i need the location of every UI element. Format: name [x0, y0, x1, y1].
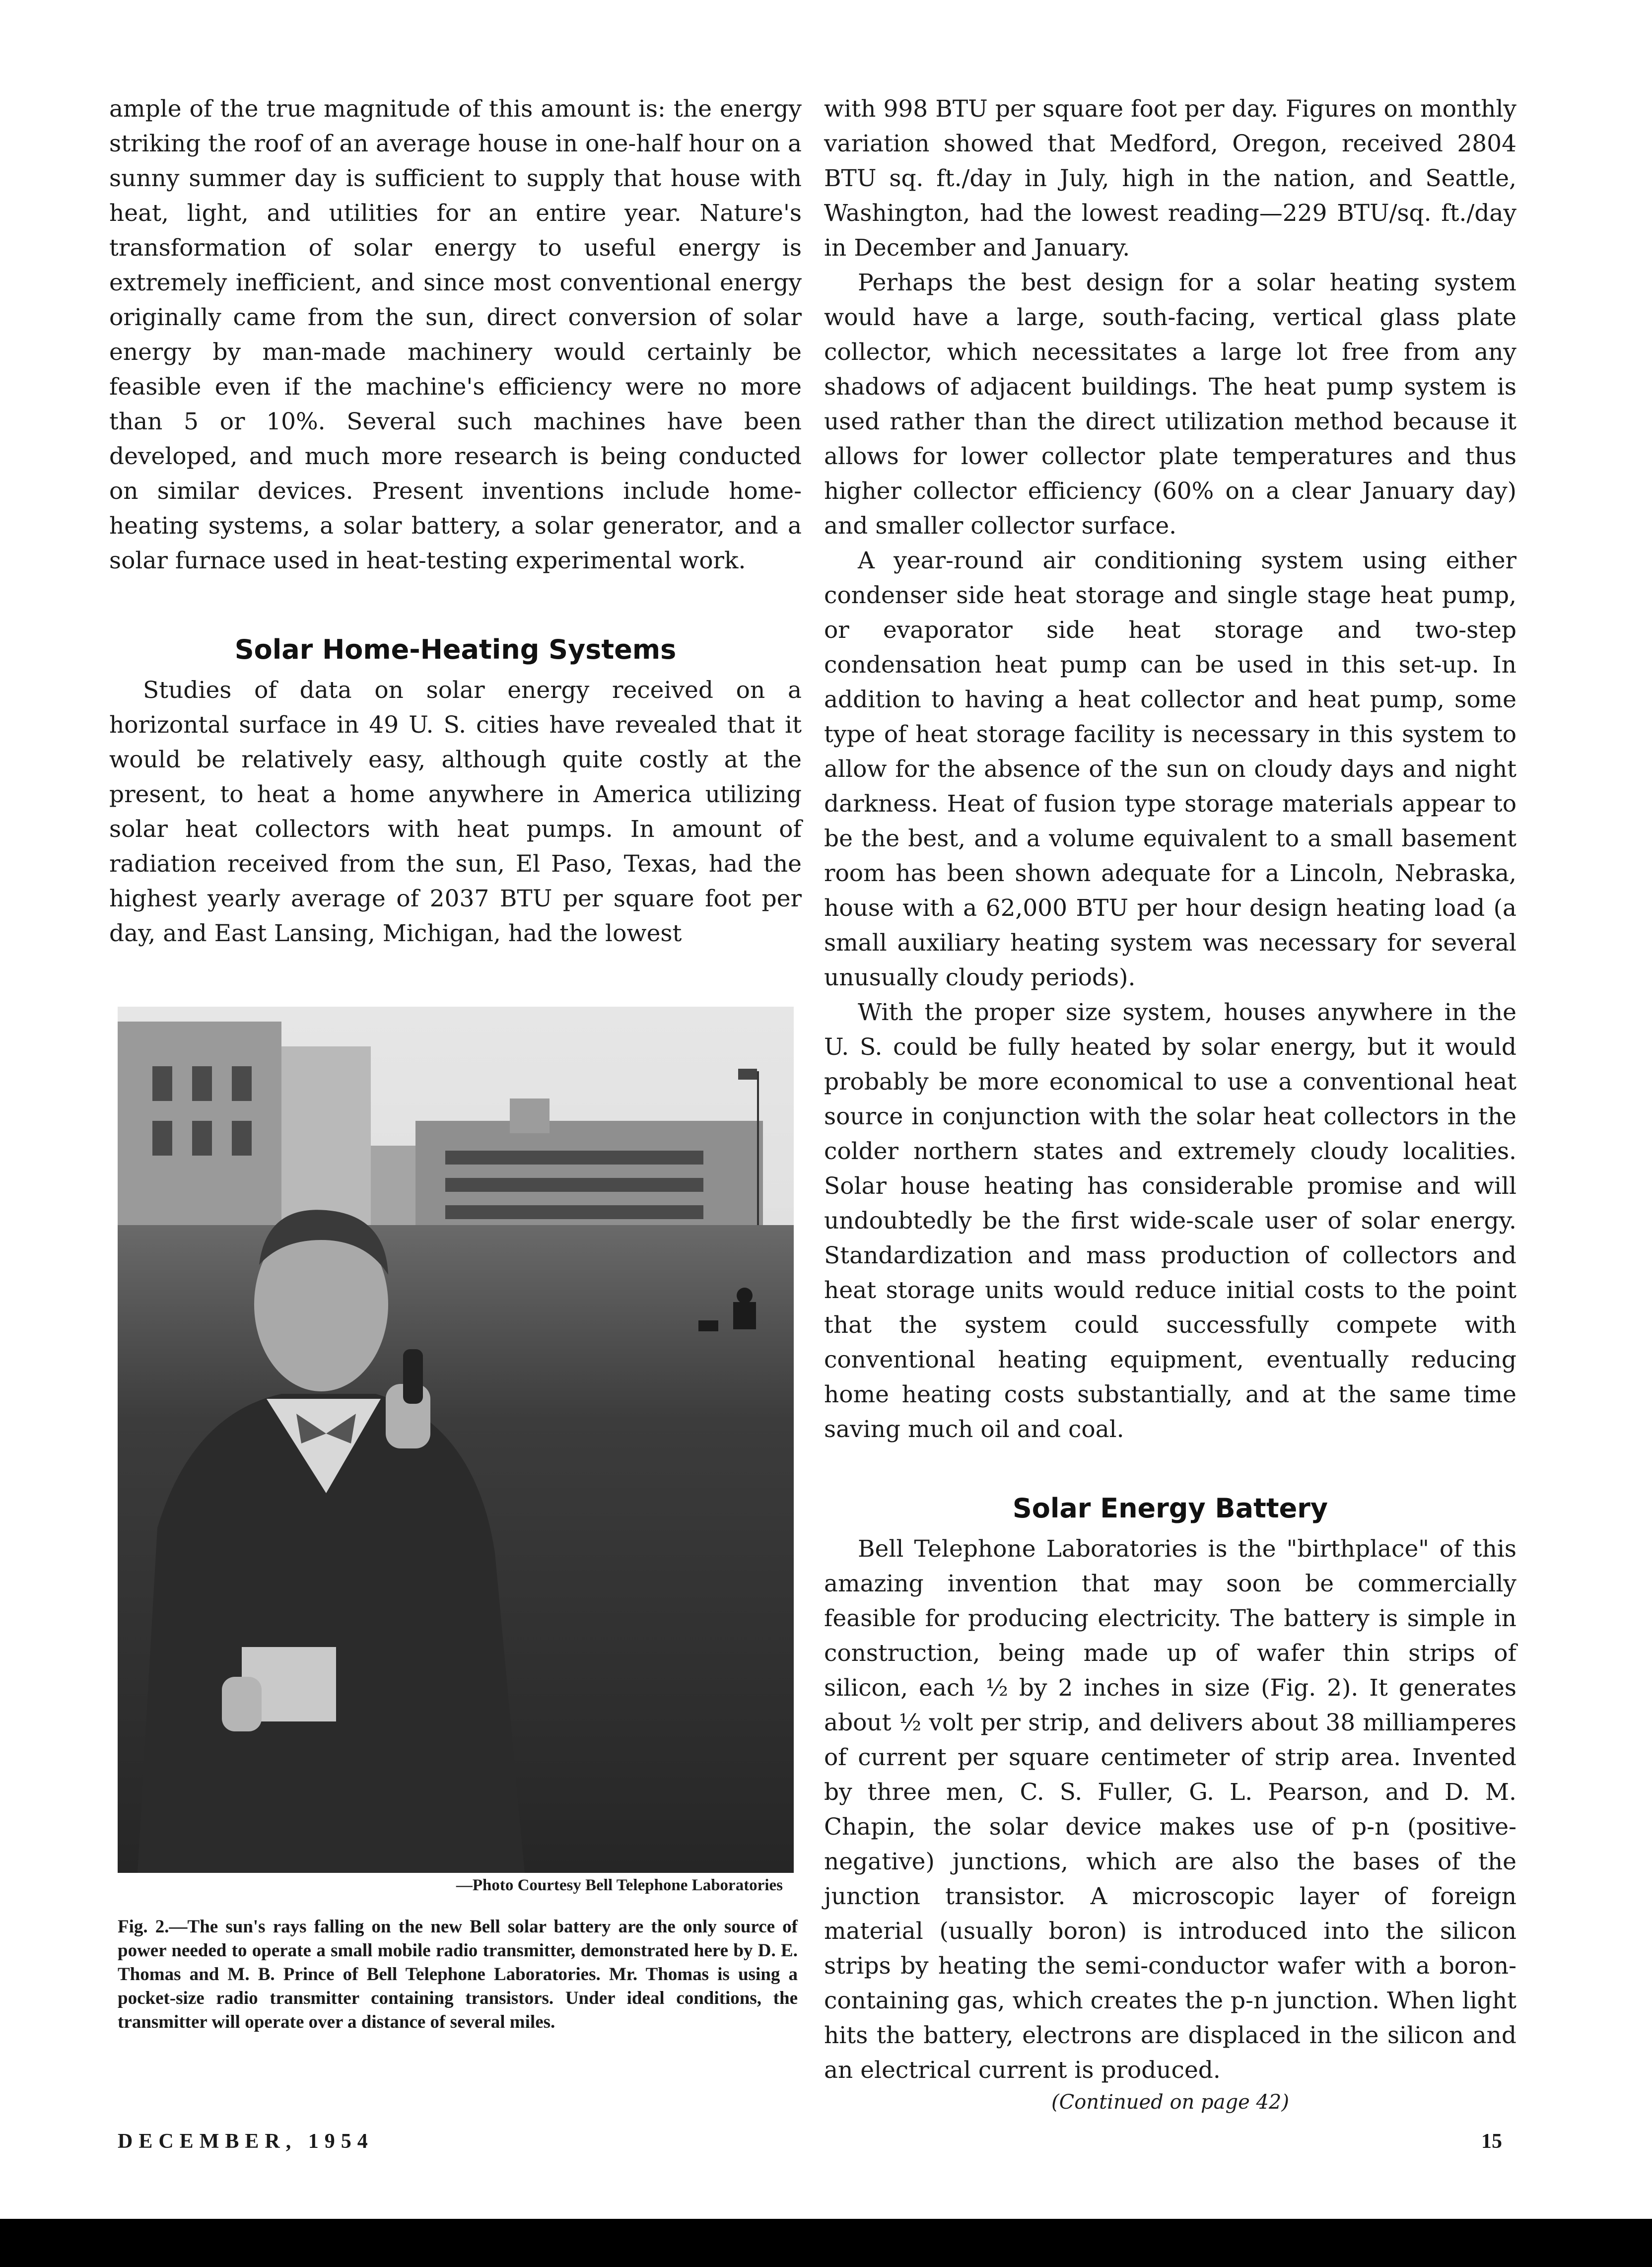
right-paragraph-1: with 998 BTU per square foot per day. Figures on monthly variation showed that Medford, Oregon, received 2804 BTU sq. ft./day in July, high in the nation, and Seattle, Washington, had the lowest reading—229 BTU/sq. ft./day in December and January.	[824, 95, 1516, 262]
scan-border	[0, 2219, 1652, 2267]
figure-photo	[118, 1007, 794, 1873]
right-paragraph-4: With the proper size system, houses anywhere in the U. S. could be fully heated by solar energy, but it would probably be more economical to use a conventional heat source in conjunction with the solar heat collectors in the colder northern states and extremely cloudy localities. Solar house heating has considerable promise and will undoubtedly be the first wide-scale user of solar energy. Standardization and mass production of collectors and heat storage units would reduce initial costs to the point that the system could successfully compete with conventional heating equipment, eventually reducing home heating costs substantially, and at the same time saving much oil and coal.	[824, 999, 1516, 1443]
photo-credit: —Photo Courtesy Bell Telephone Laboratories	[456, 1876, 783, 1894]
right-paragraph-3: A year-round air conditioning system using either condenser side heat storage and single stage heat pump, or evaporator side heat storage and two-step condensation heat pump can be used in this set-up. In addition to having a heat collector and heat pump, some type of heat storage facility is necessary in this system to allow for the absence of the sun on cloudy days and night darkness. Heat of fusion type storage materials appear to be the best, and a volume equivalent to a small basement room has been shown adequate for a Lincoln, Nebraska, house with a 62,000 BTU per hour design heating load (a small auxiliary heating system was necessary for several unusually cloudy periods).	[824, 547, 1516, 991]
left-column	[109, 92, 802, 951]
right-paragraph-2: Perhaps the best design for a solar heating system would have a large, south-facing, vertical glass plate collector, which necessitates a large lot free from any shadows of adjacent buildings. The heat pump system is used rather than the direct utilization method because it allows for lower collector plate temperatures and thus higher collector efficiency (60% on a clear January day) and smaller collector surface.	[824, 269, 1516, 540]
issue-date: DECEMBER, 1954	[118, 2130, 374, 2153]
section-heading-home-heating: Solar Home-Heating Systems	[234, 634, 677, 665]
figure-caption: Fig. 2.—The sun's rays falling on the new Bell solar battery are the only source of power needed to operate a small mobile radio transmitter, demonstrated here by D. E. Thomas and M. B. Prince of Bell Telephone Laboratories. Mr. Thomas is using a pocket-size radio transmitter containing transistors. Under ideal conditions, the transmitter will operate over a distance of several miles.	[118, 1917, 798, 2032]
battery-paragraph: Bell Telephone Laboratories is the "birthplace" of this amazing invention that may soon be commercially feasible for producing electricity. The battery is simple in construction, being made up of wafer thin strips of silicon, each ½ by 2 inches in size (Fig. 2). It generates about ½ volt per strip, and delivers about 38 milliamperes of current per square centimeter of strip area. Invented by three men, C. S. Fuller, G. L. Pearson, and D. M. Chapin, the solar device makes use of p-n (positive-negative) junctions, which are also the bases of the junction transistor. A microscopic layer of foreign material (usually boron) is introduced into the silicon strips by heating the semi-conductor wafer with a boron-containing gas, which creates the p-n junction. When light hits the battery, electrons are displaced in the silicon and an electrical current is produced.	[824, 1535, 1516, 2084]
page-number: 15	[1481, 2130, 1502, 2153]
home-heating-paragraph: Studies of data on solar energy received on a horizontal surface in 49 U. S. cities have revealed that it would be relatively easy, although quite costly at the present, to heat a home anywhere in America utilizing solar heat collectors with heat pumps. In amount of radiation received from the sun, El Paso, Texas, had the highest yearly average of 2037 BTU per square foot per day, and East Lansing, Michigan, had the lowest	[109, 677, 802, 947]
continued-note: (Continued on page 42)	[1051, 2091, 1289, 2114]
section-heading-battery: Solar Energy Battery	[1012, 1493, 1328, 1524]
intro-paragraph: ample of the true magnitude of this amount is: the energy striking the roof of an average house in one-half hour on a sunny summer day is sufficient to supply that house with heat, light, and utilities for an entire year. Nature's transformation of solar energy to useful energy is extremely inefficient, and since most conventional energy originally came from the sun, direct conversion of solar energy by man-made machinery would certainly be feasible even if the machine's efficiency were no more than 5 or 10%. Several such machines have been developed, and much more research is being conducted on similar devices. Present inventions include home-heating systems, a solar battery, a solar generator, and a solar furnace used in heat-testing experimental work.	[109, 95, 802, 574]
right-column	[824, 92, 1516, 2114]
